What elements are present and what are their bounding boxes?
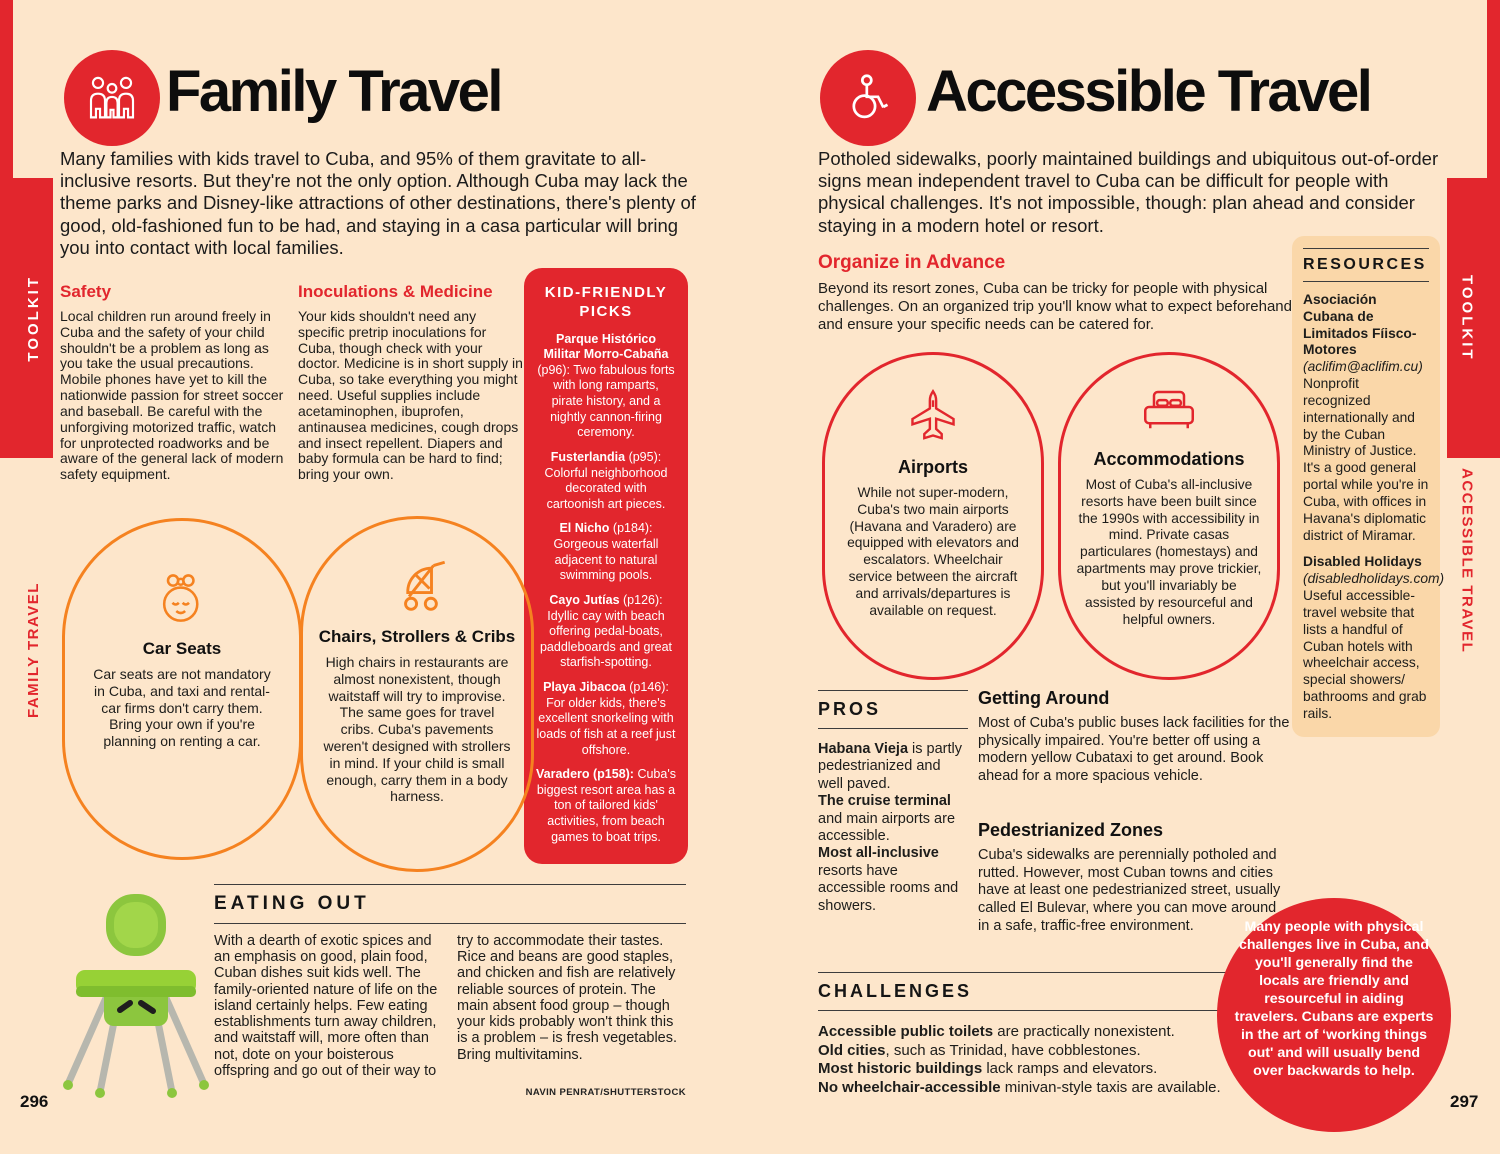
safety-body: Local children run around freely in Cuba and the safety of your child shouldn't be a problem as long as you take the usual precautions. Mobile phones have yet to kill the nationwide passion for street soccer and baseball. Be careful with the unforgiving motorized traffic, watch for unprotected roadworks and be aware of the general lack of modern safety equipment.	[60, 308, 284, 483]
pedestrianized-zones-section	[978, 820, 1290, 935]
pros-item: The cruise terminal and main airports are accessible.	[818, 793, 956, 844]
family-intro: Many families with kids travel to Cuba, and 95% of them gravitate to all-inclusive resorts. But they're not the only option. Although Cuba may lack the theme parks and Disney-like attractions of other destinations, there's plenty of good, old-fashioned fun to be had, and staying in a casa particular will bring you into contact with local families.	[60, 148, 696, 258]
pedestrianized-heading: Pedestrianized Zones	[978, 820, 1164, 840]
kid-picks-heading: KID-FRIENDLY PICKS	[544, 284, 668, 320]
pros-items	[818, 741, 968, 915]
pros-heading: PROS	[818, 699, 882, 719]
challenges-items	[818, 1023, 1248, 1097]
challenges-section	[818, 972, 1248, 1097]
safety-section	[60, 282, 294, 483]
right-section-tab	[1447, 468, 1487, 798]
rule	[818, 1010, 1248, 1011]
car-seats-oval	[62, 518, 302, 860]
pros-item: Most all-inclusive resorts have accessible rooms and showers.	[818, 845, 959, 914]
left-section-label: FAMILY TRAVEL	[24, 582, 42, 718]
high-chair-photo	[44, 886, 228, 1104]
kid-pick-item: Varadero (p158): Cuba's biggest resort area has a ton of tailored kids' activities, from beach games to boat trips.	[536, 767, 676, 844]
rule	[1303, 281, 1429, 282]
page-number-right: 297	[1450, 1092, 1479, 1111]
family-travel-badge	[64, 50, 160, 146]
eating-out-section	[214, 884, 686, 1098]
plane-icon	[904, 387, 962, 445]
challenge-item: Old cities, such as Trinidad, have cobblestones.	[818, 1041, 1141, 1059]
kid-pick-item: Parque Histórico Militar Morro-Cabaña (p96): Two fabulous forts with long ramparts, pirate history, and a nightly cannon-firing ceremony.	[537, 331, 675, 440]
stroller-icon	[385, 557, 449, 615]
resource-item: Asociación Cubana de Limitados Fíisco-Motores (aclifim@aclifim.cu) Nonprofit recognized internationally and by the Cuban Ministry of Justice. It's a good general portal while you're in Cuba, with offices in Havana's diplomatic district of Miramar.	[1303, 292, 1429, 543]
chairs-strollers-oval	[300, 516, 534, 872]
accessible-travel-badge	[820, 50, 916, 146]
page-title-family: Family Travel	[166, 59, 502, 124]
car-seats-heading: Car Seats	[142, 639, 222, 658]
organize-heading: Organize in Advance	[818, 252, 1006, 273]
page-number-left: 296	[20, 1092, 49, 1111]
challenge-item: No wheelchair-accessible minivan-style taxis are available.	[818, 1078, 1221, 1096]
getting-around-section	[978, 688, 1290, 786]
highlight-circle	[1217, 898, 1451, 1132]
baby-icon	[151, 571, 213, 627]
eating-out-heading: EATING OUT	[214, 893, 370, 914]
kid-pick-item: Fusterlandia (p95): Colorful neighborhood decorated with cartoonish art pieces.	[544, 449, 668, 511]
left-toolkit-tab	[13, 178, 53, 458]
accommodations-heading: Accommodations	[1093, 449, 1245, 469]
left-section-tab	[13, 468, 53, 718]
kid-friendly-picks-box	[524, 268, 688, 864]
challenges-heading: CHALLENGES	[818, 981, 973, 1001]
kid-pick-item: El Nicho (p184): Gorgeous waterfall adjacent to natural swimming pools.	[553, 521, 659, 583]
car-seats-body: Car seats are not mandatory in Cuba, and taxi and rental-car firms don't carry them. Bring your own if you're planning on renting a car.	[93, 666, 271, 750]
accommodations-body: Most of Cuba's all-inclusive resorts have been built since the 1990s with accessibility in mind. Private casas particulares (homestays) and apartments may prove trickier, but you'll invariably be assisted by resourceful and helpful owners.	[1076, 477, 1262, 627]
right-edge-strip	[1487, 0, 1500, 458]
resources-heading: RESOURCES	[1303, 256, 1427, 273]
getting-around-heading: Getting Around	[978, 688, 1110, 708]
challenge-item: Accessible public toilets are practically nonexistent.	[818, 1023, 1175, 1040]
organize-in-advance-section	[818, 252, 1310, 334]
page-title-accessible: Accessible Travel	[926, 59, 1371, 124]
kid-pick-item: Playa Jibacoa (p146): For older kids, there's excellent snorkeling with loads of fish at a reef just offshore.	[536, 680, 676, 757]
resources-box	[1292, 236, 1445, 737]
rule	[818, 728, 968, 729]
pros-item: Habana Vieja is partly pedestrianized and well paved.	[818, 741, 963, 792]
right-toolkit-tab	[1447, 178, 1487, 458]
inoculations-section	[298, 282, 526, 483]
accommodations-oval	[1058, 352, 1280, 680]
inoculations-body: Your kids shouldn't need any specific pretrip inoculations for Cuba, though check with your doctor. Medicine is in short supply in Cuba, so take everything you might need. Useful supplies include acetaminophen, ibuprofen, antinausea medicines, cough drops and insect repellent. Diapers and baby formula can be hard to find; bring your own.	[298, 308, 523, 483]
resource-item: Disabled Holidays (disabledholidays.com) Useful accessible-travel website that lists a handful of Cuban hotels with wheelchair access, special showers/ bathrooms and grab rails.	[1303, 554, 1445, 721]
pedestrianized-body: Cuba's sidewalks are perennially potholed and rutted. However, most Cuban towns and cities have at least one pedestrianized street, usually called El Bulevar, where you can move around in a safe, traffic-free environment.	[978, 847, 1281, 934]
bed-icon	[1136, 387, 1202, 437]
airports-body: While not super-modern, Cuba's two main airports (Havana and Varadero) are equipped with elevators and escalators. Wheelchair service between the aircraft and arrivals/departures is available on request.	[847, 485, 1019, 618]
eating-out-col1: With a dearth of exotic spices and an emphasis on good, plain food, Cuban dishes suit kids well. The family-oriented nature of life on the island certainly helps. Few eating establishments turn away children, and waitstaff will, more often than not, dote on your boisterous offspring and go out of their way to	[214, 933, 438, 1079]
getting-around-body: Most of Cuba's public buses lack facilities for the physically impaired. You're better off using a modern yellow Cubataxi to get around. Book ahead for a more spacious vehicle.	[978, 715, 1290, 785]
chairs-strollers-body: High chairs in restaurants are almost nonexistent, though waitstaff will try to improvise. The same goes for travel cribs. Cuba's pavements weren't designed with strollers in mind. If your child is small enough, carry them in a body harness.	[323, 654, 511, 805]
airports-oval	[822, 352, 1044, 680]
safety-heading: Safety	[60, 282, 112, 301]
kid-pick-item: Cayo Jutías (p126): Idyllic cay with beach offering pedal-boats, paddleboards and great starfish-spotting.	[539, 592, 673, 670]
organize-body: Beyond its resort zones, Cuba can be tricky for people with physical challenges. On an organized trip you'll know what to expect beforehand and ensure your specific needs can be catered for.	[818, 280, 1292, 333]
challenge-item: Most historic buildings lack ramps and elevators.	[818, 1060, 1158, 1078]
left-toolkit-label: TOOLKIT	[24, 274, 42, 362]
airports-heading: Airports	[897, 457, 968, 477]
chairs-strollers-heading: Chairs, Strollers & Cribs	[318, 627, 516, 646]
pros-section	[818, 690, 968, 915]
left-edge-strip	[0, 0, 13, 458]
wheelchair-icon	[842, 72, 894, 124]
inoculations-heading: Inoculations & Medicine	[298, 282, 493, 301]
photo-credit: NAVIN PENRAT/SHUTTERSTOCK	[525, 1087, 686, 1099]
eating-out-col2: try to accommodate their tastes. Rice and beans are good staples, and chicken and fish are relatively reliable sources of protein. The main absent food group – though your kids probably won't think this is a problem – is fresh vegetables. Bring multivitamins.	[457, 933, 678, 1063]
accessible-intro: Potholed sidewalks, poorly maintained buildings and ubiquitous out-of-order signs mean independent travel to Cuba can be difficult for people with physical challenges. It's not impossible, though: plan ahead and consider staying in a modern hotel or resort.	[818, 148, 1439, 236]
right-toolkit-label: TOOLKIT	[1458, 274, 1476, 362]
family-icon	[84, 73, 140, 123]
right-section-label: ACCESSIBLE TRAVEL	[1458, 468, 1476, 654]
highlight-text: Many people with physical challenges live in Cuba, and you'll generally find the locals are friendly and resourceful in aiding travelers. Cubans are experts in the art of ‘working things out' and will usually bend over backwards to help.	[1234, 919, 1434, 1079]
